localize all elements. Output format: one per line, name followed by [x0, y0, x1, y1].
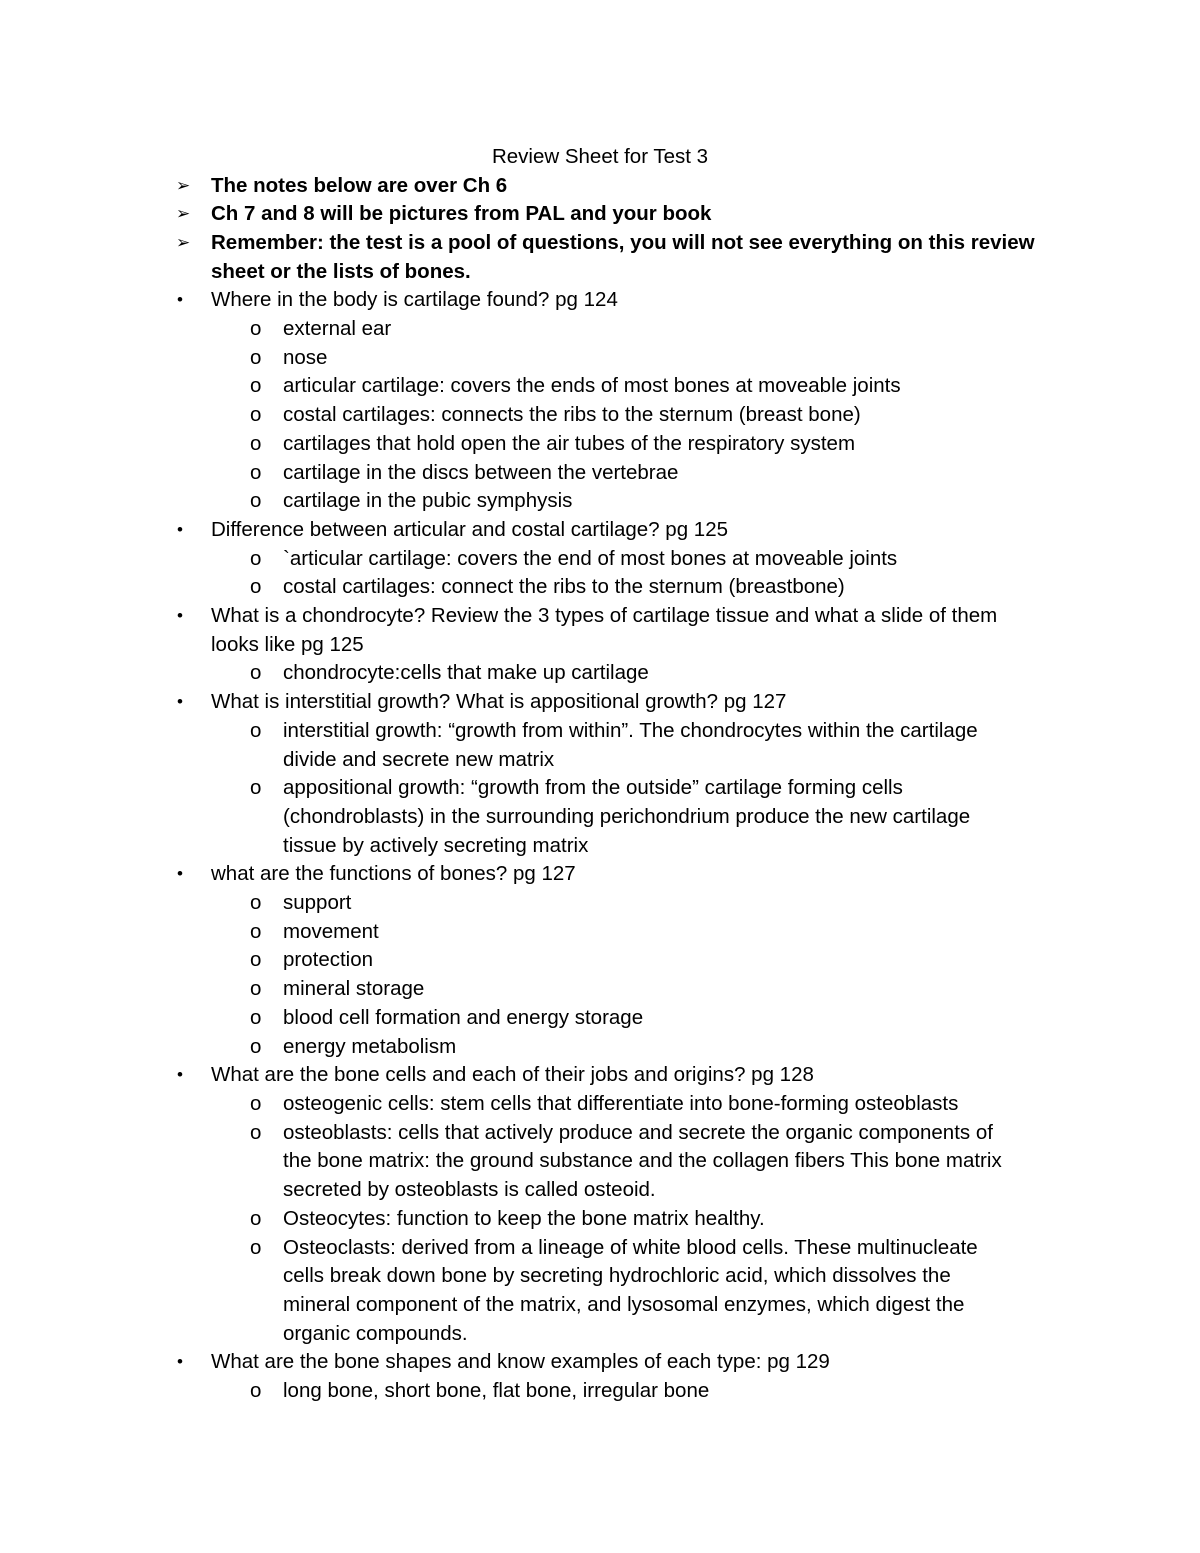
list-item-continuation	[0, 258, 1200, 287]
bullet-dot-icon: •	[177, 1352, 183, 1372]
list-item	[0, 659, 1200, 688]
list-item	[0, 315, 1200, 344]
list-item-text: `articular cartilage: covers the end of most bones at moveable joints	[283, 546, 898, 570]
list-item	[0, 200, 1200, 229]
list-item-text: costal cartilages: connect the ribs to the sternum (breastbone)	[283, 575, 845, 599]
list-item-continuation	[0, 1320, 1200, 1349]
arrow-bullet-icon: ➢	[176, 232, 191, 252]
circle-bullet-icon: o	[250, 460, 262, 484]
list-item	[0, 860, 1200, 889]
list-item-text: cartilages that hold open the air tubes of the respiratory system	[283, 431, 856, 455]
document-title: Review Sheet for Test 3	[491, 145, 709, 168]
list-item-text: looks like pg 125	[211, 632, 364, 656]
circle-bullet-icon: o	[250, 403, 262, 427]
list-item-text: Osteocytes: function to keep the bone matrix healthy.	[283, 1206, 765, 1230]
list-item-text: Remember: the test is a pool of questions, you will not see everything on this review	[211, 230, 1035, 254]
list-item-text: Where in the body is cartilage found? pg 124	[211, 288, 618, 312]
list-item	[0, 975, 1200, 1004]
list-item-text: costal cartilages: connects the ribs to the sternum (breast bone)	[283, 403, 861, 427]
list-item	[0, 430, 1200, 459]
list-item-text: energy metabolism	[283, 1034, 457, 1058]
list-item-text: protection	[283, 948, 374, 972]
bullet-dot-icon: •	[177, 864, 183, 884]
circle-bullet-icon: o	[250, 575, 262, 599]
circle-bullet-icon: o	[250, 776, 262, 800]
list-item-text: Ch 7 and 8 will be pictures from PAL and your book	[211, 202, 712, 226]
list-item-text: organic compounds.	[283, 1321, 468, 1345]
list-item-text: What are the bone shapes and know examples of each type: pg 129	[211, 1350, 830, 1374]
list-item-text: long bone, short bone, flat bone, irregular bone	[283, 1379, 710, 1403]
circle-bullet-icon: o	[250, 718, 262, 742]
circle-bullet-icon: o	[250, 1206, 262, 1230]
list-item	[0, 573, 1200, 602]
list-item-text: blood cell formation and energy storage	[283, 1005, 644, 1029]
circle-bullet-icon: o	[250, 1005, 262, 1029]
list-item-text: cartilage in the pubic symphysis	[283, 489, 573, 513]
arrow-bullet-icon: ➢	[176, 175, 191, 195]
list-item-text: external ear	[283, 317, 392, 341]
circle-bullet-icon: o	[250, 546, 262, 570]
list-item-text: osteoblasts: cells that actively produce and secrete the organic components of	[283, 1120, 993, 1144]
list-item-text: interstitial growth: “growth from within”. The chondrocytes within the cartilage	[283, 718, 978, 742]
circle-bullet-icon: o	[250, 374, 262, 398]
circle-bullet-icon: o	[250, 345, 262, 369]
list-item-text: What is interstitial growth? What is appositional growth? pg 127	[211, 690, 787, 714]
list-item-text: divide and secrete new matrix	[283, 747, 555, 771]
list-item-text: What is a chondrocyte? Review the 3 types of cartilage tissue and what a slide of them	[211, 604, 998, 628]
arrow-bullet-icon: ➢	[176, 204, 191, 224]
circle-bullet-icon: o	[250, 1092, 262, 1115]
list-item	[0, 1061, 1200, 1090]
list-item	[0, 602, 1200, 631]
list-item	[0, 516, 1200, 545]
circle-bullet-icon: o	[250, 1235, 262, 1259]
list-item-continuation	[0, 1262, 1200, 1291]
list-item-continuation	[0, 803, 1200, 832]
list-item-text: Osteoclasts: derived from a lineage of white blood cells. These multinucleate	[283, 1235, 978, 1259]
bullet-dot-icon: •	[177, 1065, 183, 1085]
circle-bullet-icon: o	[250, 1034, 262, 1058]
list-item	[0, 918, 1200, 947]
list-item	[0, 1377, 1200, 1406]
list-item	[0, 229, 1200, 258]
list-item	[0, 286, 1200, 315]
list-item-text: support	[283, 891, 352, 915]
list-item-continuation	[0, 1291, 1200, 1320]
list-item	[0, 487, 1200, 516]
list-item	[0, 1348, 1200, 1377]
list-item	[0, 889, 1200, 918]
list-item-text: the bone matrix: the ground substance and the collagen fibers This bone matrix	[283, 1149, 1002, 1173]
list-item	[0, 688, 1200, 717]
list-item	[0, 344, 1200, 373]
list-item-text: nose	[283, 345, 328, 369]
list-item-continuation	[0, 746, 1200, 775]
list-item-text: cartilage in the discs between the vertebrae	[283, 460, 679, 484]
circle-bullet-icon: o	[250, 317, 262, 341]
list-item-text: what are the functions of bones? pg 127	[211, 862, 576, 886]
list-item	[0, 545, 1200, 574]
circle-bullet-icon: o	[250, 1120, 262, 1144]
list-item	[0, 1205, 1200, 1234]
list-item	[0, 172, 1200, 201]
list-item	[0, 1119, 1200, 1148]
bullet-dot-icon: •	[177, 606, 183, 626]
list-item	[0, 372, 1200, 401]
list-item-text: What are the bone cells and each of their jobs and origins? pg 128	[211, 1063, 814, 1087]
list-item-text: sheet or the lists of bones.	[211, 259, 471, 283]
list-item-text: chondrocyte:cells that make up cartilage	[283, 661, 649, 685]
list-item-continuation	[0, 832, 1200, 861]
list-item-text: appositional growth: “growth from the outside” cartilage forming cells	[283, 776, 903, 800]
circle-bullet-icon: o	[250, 489, 262, 513]
list-item	[0, 459, 1200, 488]
list-item-text: articular cartilage: covers the ends of most bones at moveable joints	[283, 374, 901, 398]
list-item-text: (chondroblasts) in the surrounding perichondrium produce the new cartilage	[283, 804, 971, 828]
list-item	[0, 1090, 1200, 1119]
circle-bullet-icon: o	[250, 431, 262, 455]
list-item-text: secreted by osteoblasts is called osteoid.	[283, 1178, 656, 1202]
list-item-continuation	[0, 1147, 1200, 1176]
list-item-continuation	[0, 631, 1200, 660]
list-item	[0, 717, 1200, 746]
list-item-text: The notes below are over Ch 6	[211, 173, 508, 197]
circle-bullet-icon: o	[250, 948, 262, 972]
list-item-text: mineral storage	[283, 977, 425, 1001]
list-item	[0, 1004, 1200, 1033]
circle-bullet-icon: o	[250, 1379, 262, 1403]
list-item	[0, 1033, 1200, 1062]
list-item-text: cells break down bone by secreting hydrochloric acid, which dissolves the	[283, 1264, 951, 1288]
list-item	[0, 774, 1200, 803]
review-list	[0, 172, 1200, 1406]
list-item-text: osteogenic cells: stem cells that differentiate into bone-forming osteoblasts	[283, 1092, 959, 1115]
list-item	[0, 1234, 1200, 1263]
circle-bullet-icon: o	[250, 977, 262, 1001]
list-item-text: Difference between articular and costal cartilage? pg 125	[211, 517, 728, 541]
list-item	[0, 401, 1200, 430]
list-item-continuation	[0, 1176, 1200, 1205]
bullet-dot-icon: •	[177, 692, 183, 712]
circle-bullet-icon: o	[250, 891, 262, 915]
list-item-text: mineral component of the matrix, and lysosomal enzymes, which digest the	[283, 1292, 965, 1316]
bullet-dot-icon: •	[177, 290, 183, 310]
list-item-text: movement	[283, 919, 379, 943]
circle-bullet-icon: o	[250, 661, 262, 685]
list-item	[0, 946, 1200, 975]
bullet-dot-icon: •	[177, 519, 183, 539]
list-item-text: tissue by actively secreting matrix	[283, 833, 589, 857]
circle-bullet-icon: o	[250, 919, 262, 943]
